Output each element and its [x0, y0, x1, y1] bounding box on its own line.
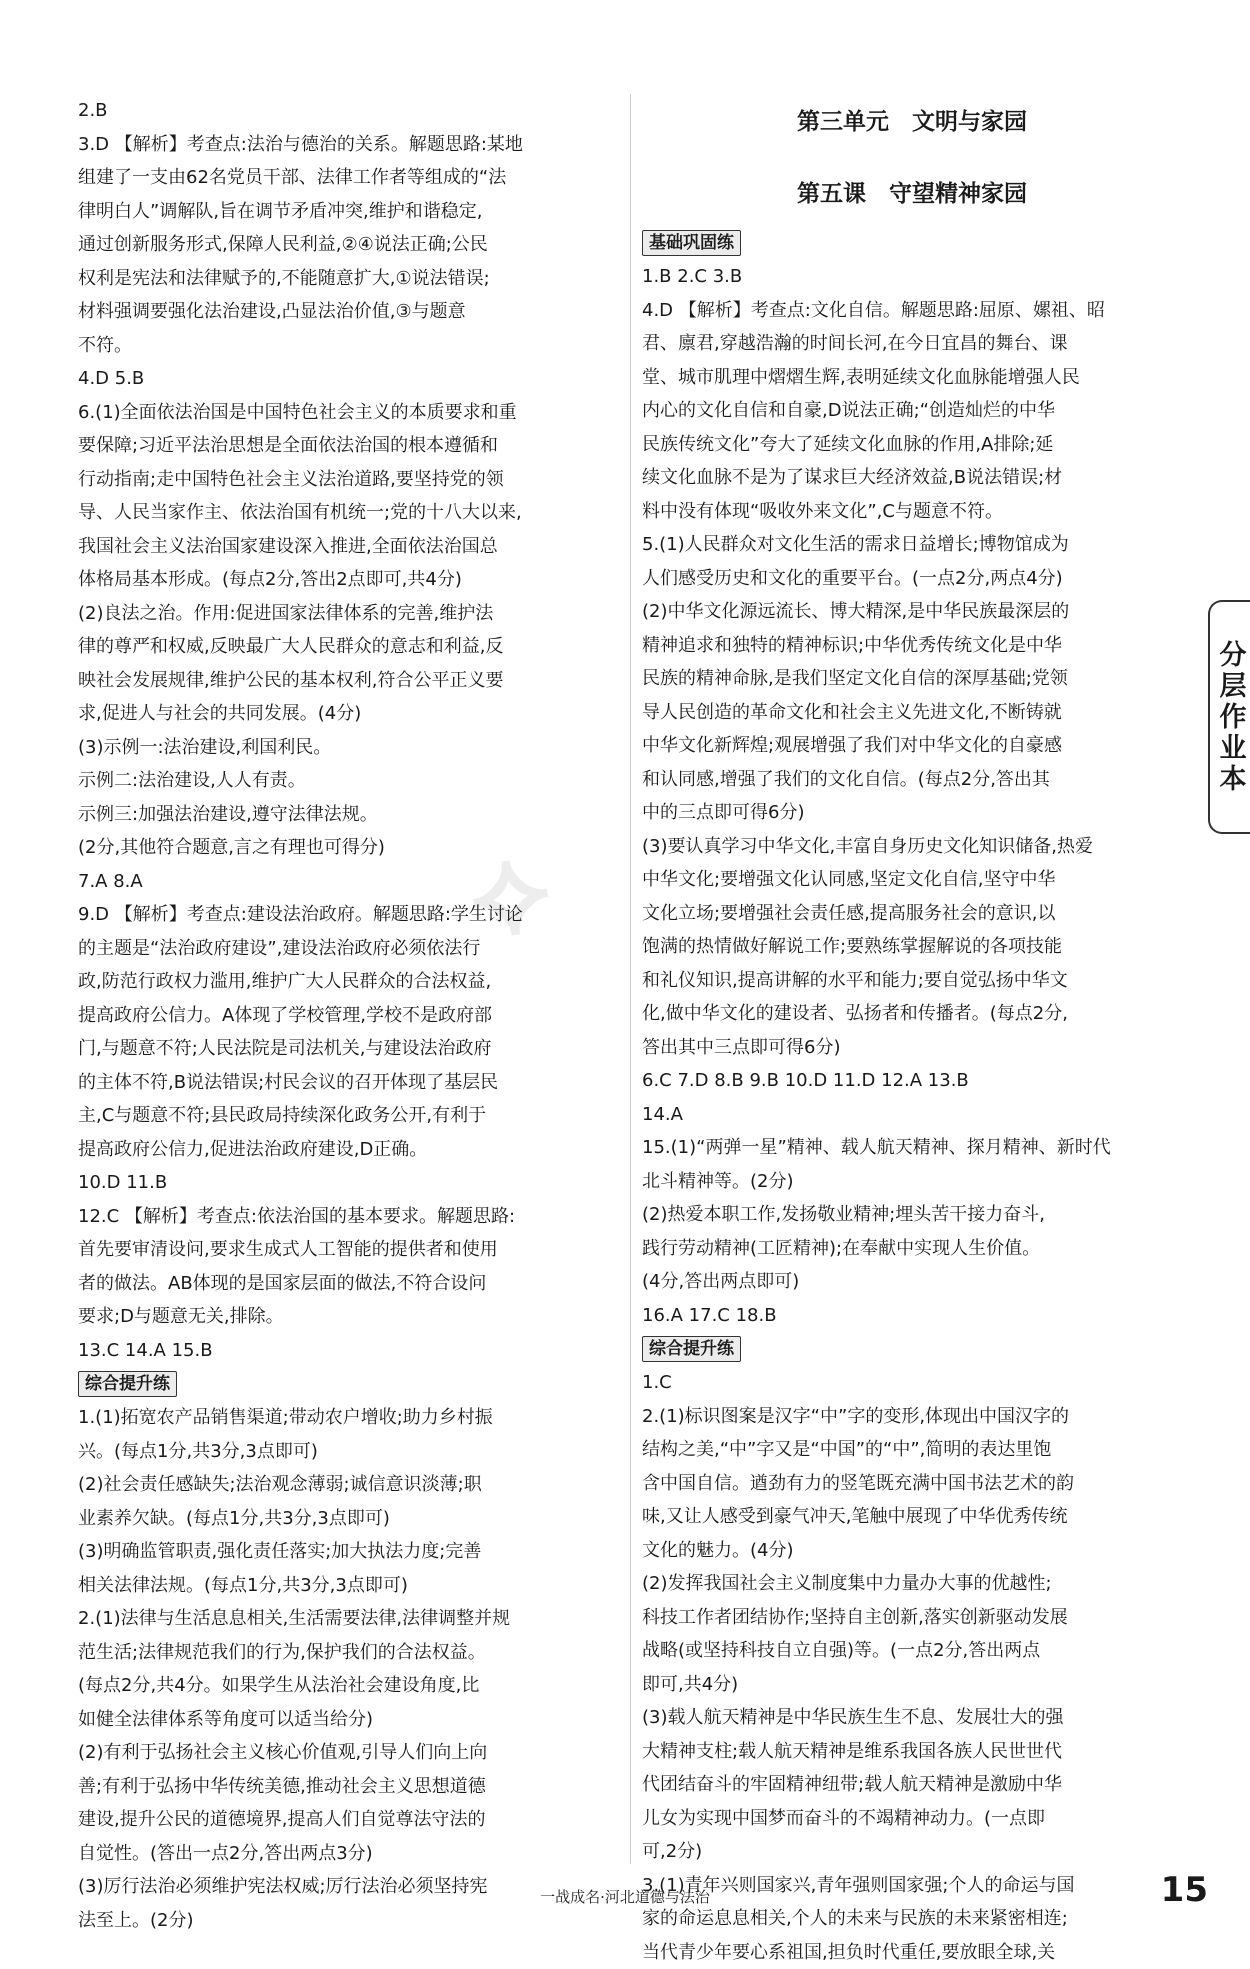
answer-line: 北斗精神等。(2分) — [642, 1165, 1182, 1199]
section-tag-comprehensive-right: 综合提升练 — [642, 1336, 741, 1362]
answer-line: 文化的魅力。(4分) — [642, 1534, 1182, 1568]
answer-line: 饱满的热情做好解说工作;要熟练掌握解说的各项技能 — [642, 930, 1182, 964]
answer-line: (2)良法之治。作用:促进国家法律体系的完善,维护法 — [78, 597, 618, 631]
answer-line: 14.A — [642, 1098, 1182, 1132]
answer-line: 建设,提升公民的道德境界,提高人们自觉尊法守法的 — [78, 1803, 618, 1837]
answer-line: 门,与题意不符;人民法院是司法机关,与建设法治政府 — [78, 1032, 618, 1066]
answer-line: (2)热爱本职工作,发扬敬业精神;埋头苦干接力奋斗, — [642, 1198, 1182, 1232]
answer-line: 5.(1)人民群众对文化生活的需求日益增长;博物馆成为 — [642, 528, 1182, 562]
answer-line: 7.A 8.A — [78, 865, 618, 899]
answer-line: 的主题是“法治政府建设”,建设法治政府必须依法行 — [78, 932, 618, 966]
answer-line: 9.D 【解析】考查点:建设法治政府。解题思路:学生讨论 — [78, 898, 618, 932]
answer-line: (2分,其他符合题意,言之有理也可得分) — [78, 831, 618, 865]
lesson-title: 第五课 守望精神家园 — [642, 176, 1182, 212]
answer-line: 3.(1)青年兴则国家兴,青年强则国家强;个人的命运与国 — [642, 1869, 1182, 1903]
answer-line: (3)示例一:法治建设,利国利民。 — [78, 731, 618, 765]
answer-line: 结构之美,“中”字又是“中国”的“中”,简明的表达里饱 — [642, 1433, 1182, 1467]
page-number: 15 — [1161, 1870, 1208, 1910]
answer-line: 导人民创造的革命文化和社会主义先进文化,不断铸就 — [642, 696, 1182, 730]
answer-line: 首先要审清设问,要求生成式人工智能的提供者和使用 — [78, 1233, 618, 1267]
answer-line: 大精神支柱;载人航天精神是维系我国各族人民世世代 — [642, 1735, 1182, 1769]
section-tag-comprehensive-left: 综合提升练 — [78, 1371, 177, 1397]
left-answers-comprehensive — [78, 1401, 618, 1937]
answer-line: 16.A 17.C 18.B — [642, 1299, 1182, 1333]
answer-line: 当代青少年要心系祖国,担负时代重任,要放眼全球,关 — [642, 1936, 1182, 1969]
answer-line: 民族传统文化”夸大了延续文化血脉的作用,A排除;延 — [642, 428, 1182, 462]
answer-line: 提高政府公信力。A体现了学校管理,学校不是政府部 — [78, 999, 618, 1033]
answer-line: (2)中华文化源远流长、博大精深,是中华民族最深层的 — [642, 595, 1182, 629]
answer-line: 相关法律法规。(每点1分,共3分,3点即可) — [78, 1569, 618, 1603]
answer-line: 导、人民当家作主、依法治国有机统一;党的十八大以来, — [78, 496, 618, 530]
answer-line: (2)发挥我国社会主义制度集中力量办大事的优越性; — [642, 1567, 1182, 1601]
answer-line: 通过创新服务形式,保障人民利益,②④说法正确;公民 — [78, 228, 618, 262]
answer-line: 13.C 14.A 15.B — [78, 1334, 618, 1368]
answer-line: 家的命运息息相关,个人的未来与民族的未来紧密相连; — [642, 1902, 1182, 1936]
answer-line: 提高政府公信力,促进法治政府建设,D正确。 — [78, 1133, 618, 1167]
answer-line: 如健全法律体系等角度可以适当给分) — [78, 1703, 618, 1737]
column-divider — [630, 94, 631, 1864]
answer-line: (3)载人航天精神是中华民族生生不息、发展壮大的强 — [642, 1701, 1182, 1735]
answer-line: 不符。 — [78, 329, 618, 363]
answer-line: (3)厉行法治必须维护宪法权威;厉行法治必须坚持宪 — [78, 1870, 618, 1904]
answer-line: 6.C 7.D 8.B 9.B 10.D 11.D 12.A 13.B — [642, 1064, 1182, 1098]
answer-line: (每点2分,共4分。如果学生从法治社会建设角度,比 — [78, 1669, 618, 1703]
answer-line: 示例三:加强法治建设,遵守法律法规。 — [78, 798, 618, 832]
answer-line: 10.D 11.B — [78, 1166, 618, 1200]
section-tag-basic: 基础巩固练 — [642, 230, 741, 256]
answer-line: 材料强调要强化法治建设,凸显法治价值,③与题意 — [78, 295, 618, 329]
answer-line: 求,促进人与社会的共同发展。(4分) — [78, 697, 618, 731]
answer-line: 中华文化;要增强文化认同感,坚定文化自信,坚守中华 — [642, 863, 1182, 897]
answer-line: (4分,答出两点即可) — [642, 1265, 1182, 1299]
answer-line: 内心的文化自信和自豪,D说法正确;“创造灿烂的中华 — [642, 394, 1182, 428]
side-tab-label: 分层作业本 — [1211, 640, 1250, 795]
answer-line: 政,防范行政权力滥用,维护广大人民群众的合法权益, — [78, 965, 618, 999]
watermark-logo: ⟡ — [461, 815, 559, 967]
answer-line: 律明白人”调解队,旨在调节矛盾冲突,维护和谐稳定, — [78, 195, 618, 229]
answer-line: 我国社会主义法治国家建设深入推进,全面依法治国总 — [78, 530, 618, 564]
answer-line: 2.B — [78, 94, 618, 128]
answer-line: 文化立场;要增强社会责任感,提高服务社会的意识,以 — [642, 897, 1182, 931]
answer-line: 堂、城市肌理中熠熠生辉,表明延续文化血脉能增强人民 — [642, 361, 1182, 395]
answer-line: 者的做法。AB体现的是国家层面的做法,不符合设问 — [78, 1267, 618, 1301]
right-answers-comprehensive — [642, 1366, 1182, 1969]
answer-line: 民族的精神命脉,是我们坚定文化自信的深厚基础;党领 — [642, 662, 1182, 696]
answer-line: 自觉性。(答出一点2分,答出两点3分) — [78, 1837, 618, 1871]
right-answers-basic — [642, 260, 1182, 1332]
answer-line: 行动指南;走中国特色社会主义法治道路,要坚持党的领 — [78, 463, 618, 497]
answer-line: 践行劳动精神(工匠精神);在奉献中实现人生价值。 — [642, 1232, 1182, 1266]
answer-line: 即可,共4分) — [642, 1668, 1182, 1702]
answer-line: 4.D 5.B — [78, 362, 618, 396]
page-footer: 一战成名·河北道德与法治 — [0, 1886, 1250, 1907]
answer-line: 2.(1)法律与生活息息相关,生活需要法律,法律调整并规 — [78, 1602, 618, 1636]
answer-line: 科技工作者团结协作;坚持自主创新,落实创新驱动发展 — [642, 1601, 1182, 1635]
answer-line: (2)社会责任感缺失;法治观念薄弱;诚信意识淡薄;职 — [78, 1468, 618, 1502]
answer-line: 中的三点即可得6分) — [642, 796, 1182, 830]
left-answers-basic — [78, 94, 618, 1367]
answer-line: 精神追求和独特的精神标识;中华优秀传统文化是中华 — [642, 629, 1182, 663]
answer-line: 2.(1)标识图案是汉字“中”字的变形,体现出中国汉字的 — [642, 1400, 1182, 1434]
answer-line: 料中没有体现“吸收外来文化”,C与题意不符。 — [642, 495, 1182, 529]
answer-line: 主,C与题意不符;县民政局持续深化政务公开,有利于 — [78, 1099, 618, 1133]
answer-line: 权利是宪法和法律赋予的,不能随意扩大,①说法错误; — [78, 262, 618, 296]
answer-line: 代团结奋斗的牢固精神纽带;载人航天精神是激励中华 — [642, 1768, 1182, 1802]
answer-line: 示例二:法治建设,人人有责。 — [78, 764, 618, 798]
answer-line: 4.D 【解析】考查点:文化自信。解题思路:屈原、嫘祖、昭 — [642, 294, 1182, 328]
answer-line: 要保障;习近平法治思想是全面依法治国的根本遵循和 — [78, 429, 618, 463]
answer-line: 儿女为实现中国梦而奋斗的不竭精神动力。(一点即 — [642, 1802, 1182, 1836]
answer-line: 1.(1)拓宽农产品销售渠道;带动农户增收;助力乡村振 — [78, 1401, 618, 1435]
answer-line: 1.B 2.C 3.B — [642, 260, 1182, 294]
right-column — [642, 94, 1182, 1969]
answer-line: 答出其中三点即可得6分) — [642, 1031, 1182, 1065]
answer-line: 要求;D与题意无关,排除。 — [78, 1300, 618, 1334]
answer-line: 1.C — [642, 1366, 1182, 1400]
unit-title: 第三单元 文明与家园 — [642, 104, 1182, 140]
answer-line: (3)明确监管职责,强化责任落实;加大执法力度;完善 — [78, 1535, 618, 1569]
answer-line: 的主体不符,B说法错误;村民会议的召开体现了基层民 — [78, 1066, 618, 1100]
answer-line: 15.(1)“两弹一星”精神、载人航天精神、探月精神、新时代 — [642, 1131, 1182, 1165]
answer-line: 兴。(每点1分,共3分,3点即可) — [78, 1435, 618, 1469]
answer-line: 善;有利于弘扬中华传统美德,推动社会主义思想道德 — [78, 1770, 618, 1804]
left-column — [78, 94, 618, 1937]
answer-line: 范生活;法律规范我们的行为,保护我们的合法权益。 — [78, 1636, 618, 1670]
answer-line: 12.C 【解析】考查点:依法治国的基本要求。解题思路: — [78, 1200, 618, 1234]
answer-line: 业素养欠缺。(每点1分,共3分,3点即可) — [78, 1502, 618, 1536]
answer-line: 君、廪君,穿越浩瀚的时间长河,在今日宜昌的舞台、课 — [642, 327, 1182, 361]
answer-line: 续文化血脉不是为了谋求巨大经济效益,B说法错误;材 — [642, 461, 1182, 495]
answer-line: 可,2分) — [642, 1835, 1182, 1869]
side-tab — [1208, 600, 1250, 834]
answer-line: 和礼仪知识,提高讲解的水平和能力;要自觉弘扬中华文 — [642, 964, 1182, 998]
answer-line: 味,又让人感受到豪气冲天,笔触中展现了中华优秀传统 — [642, 1500, 1182, 1534]
answer-line: 和认同感,增强了我们的文化自信。(每点2分,答出其 — [642, 763, 1182, 797]
answer-line: (3)要认真学习中华文化,丰富自身历史文化知识储备,热爱 — [642, 830, 1182, 864]
answer-line: 含中国自信。遒劲有力的竖笔既充满中国书法艺术的韵 — [642, 1467, 1182, 1501]
answer-line: 体格局基本形成。(每点2分,答出2点即可,共4分) — [78, 563, 618, 597]
answer-line: 律的尊严和权威,反映最广大人民群众的意志和利益,反 — [78, 630, 618, 664]
answer-line: 人们感受历史和文化的重要平台。(一点2分,两点4分) — [642, 562, 1182, 596]
answer-line: 6.(1)全面依法治国是中国特色社会主义的本质要求和重 — [78, 396, 618, 430]
answer-line: 法至上。(2分) — [78, 1904, 618, 1938]
answer-line: 组建了一支由62名党员干部、法律工作者等组成的“法 — [78, 161, 618, 195]
answer-line: 化,做中华文化的建设者、弘扬者和传播者。(每点2分, — [642, 997, 1182, 1031]
answer-line: (2)有利于弘扬社会主义核心价值观,引导人们向上向 — [78, 1736, 618, 1770]
answer-line: 中华文化新辉煌;观展增强了我们对中华文化的自豪感 — [642, 729, 1182, 763]
answer-line: 战略(或坚持科技自立自强)等。(一点2分,答出两点 — [642, 1634, 1182, 1668]
answer-line: 3.D 【解析】考查点:法治与德治的关系。解题思路:某地 — [78, 128, 618, 162]
answer-line: 映社会发展规律,维护公民的基本权利,符合公平正义要 — [78, 664, 618, 698]
